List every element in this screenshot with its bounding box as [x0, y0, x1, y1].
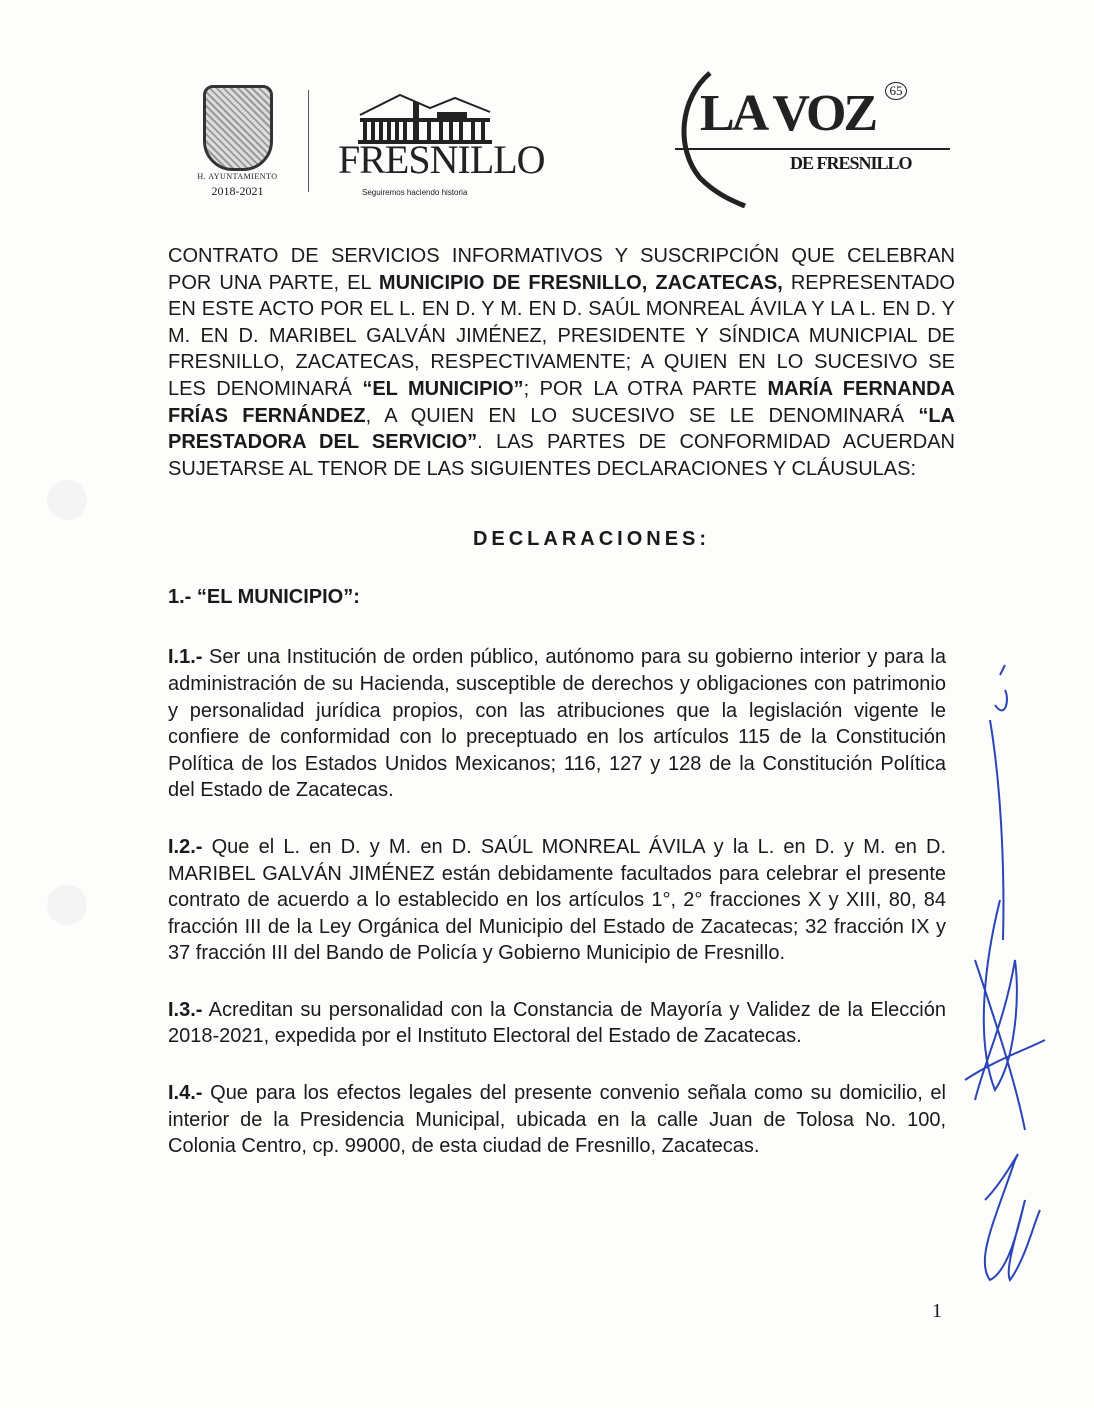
- clause-text: Que para los efectos legales del presente convenio señala como su domicilio, el interior de la Presidencia Municipal, ubicada en la calle Juan de Tolosa No. 100, Colonia Centro, cp. 99000, de esta ciudad de Fresnillo, Zacatecas.: [168, 1082, 946, 1158]
- intro-bold: MUNICIPIO DE FRESNILLO, ZACATECAS,: [378, 271, 783, 294]
- clause-number: I.1.-: [168, 646, 203, 669]
- intro-bold: “LA PRESTADORA DEL SERVICIO”: [168, 404, 955, 454]
- la-voz-rule: [675, 148, 950, 150]
- intro-text: ; POR LA OTRA PARTE: [523, 377, 768, 400]
- fresnillo-tagline: Seguiremos haciendo historia: [362, 188, 468, 197]
- fresnillo-wordmark: FRESNILLO: [338, 137, 545, 182]
- logo-divider: [308, 90, 309, 192]
- intro-text: REPRESENTADO EN ESTE ACTO POR EL L. EN D. Y M. EN D. SAÚL MONREAL ÁVILA Y LA L. EN D. Y M. EN D. MARIBEL GALVÁN JIMÉNEZ, PRESIDENTE Y SÍNDICA MUNICPIAL DE FRESNILLO, ZACATECAS, RESPECTIVAMENTE; A QUIEN EN LO SUCESIVO SE LES DENOMINARÁ: [168, 271, 955, 400]
- anniversary-badge: 65: [885, 82, 907, 100]
- intro-text: . LAS PARTES DE CONFORMIDAD ACUERDAN SUJETARSE AL TENOR DE LAS SIGUIENTES DECLARACIONES Y CLÁUSULAS:: [168, 431, 955, 480]
- la-voz-subtitle: DE FRESNILLO: [790, 153, 912, 173]
- punch-hole: [47, 480, 87, 520]
- clause-text: Ser una Institución de orden público, autónomo para su gobierno interior y para la administración de su Hacienda, susceptible de derechos y obligaciones con patrimonio y personalidad jurídica propios, con las atribuciones que la legislación vigente le confiere de conformidad con lo preceptuado en los artículos 115 de la Constitución Política de los Estados Unidos Mexicanos; 116, 127 y 128 de la Constitución Política del Estado de Zacatecas.: [168, 646, 946, 802]
- clause-number: I.3.-: [168, 998, 203, 1021]
- clause-paragraph: [168, 644, 946, 804]
- contract-intro-paragraph: [168, 243, 955, 482]
- handwritten-signatures: [955, 660, 1065, 1340]
- page-number: 1: [932, 1300, 942, 1322]
- punch-hole: [47, 885, 87, 925]
- intro-bold: MARÍA FERNANDA FRÍAS FERNÁNDEZ: [168, 377, 955, 427]
- intro-text: CONTRATO DE SERVICIOS INFORMATIVOS Y SUSCRIPCIÓN QUE CELEBRAN POR UNA PARTE, EL: [168, 245, 955, 294]
- ayuntamiento-caption: H. AYUNTAMIENTO: [197, 172, 278, 181]
- clause-number: I.4.-: [168, 1082, 203, 1105]
- municipal-shield-logo: [203, 85, 273, 171]
- la-voz-wordmark: LA VOZ: [700, 85, 876, 142]
- ayuntamiento-years: 2018-2021: [211, 184, 264, 198]
- clause-paragraph: [168, 1080, 946, 1160]
- intro-bold: “EL MUNICIPIO”: [362, 377, 524, 400]
- letterhead: [195, 80, 955, 200]
- declarations-heading: DECLARACIONES:: [472, 528, 711, 551]
- clause-paragraph: [168, 834, 946, 967]
- clause-text: Acreditan su personalidad con la Constancia de Mayoría y Validez de la Elección 2018-2021, expedida por el Instituto Electoral del Estado de Zacatecas.: [168, 998, 946, 1048]
- document-body: [168, 243, 955, 1160]
- intro-text: , A QUIEN EN LO SUCESIVO SE LE DENOMINARÁ: [365, 404, 919, 427]
- clause-paragraph: [168, 997, 946, 1050]
- clause-text: Que el L. en D. y M. en D. SAÚL MONREAL ÁVILA y la L. en D. y M. en D. MARIBEL GALVÁN JIMÉNEZ están debidamente facultados para celebrar el presente contrato de acuerdo a lo establecido en los artículos 1°, 2° fracciones X y XIII, 80, 84 fracción III de la Ley Orgánica del Municipio del Estado de Zacatecas; 32 fracción IX y 37 fracción III del Bando de Policía y Gobierno Municipio de Fresnillo.: [168, 835, 946, 965]
- clause-number: I.2.-: [168, 835, 203, 858]
- section-title: 1.- “EL MUNICIPIO”:: [168, 586, 360, 609]
